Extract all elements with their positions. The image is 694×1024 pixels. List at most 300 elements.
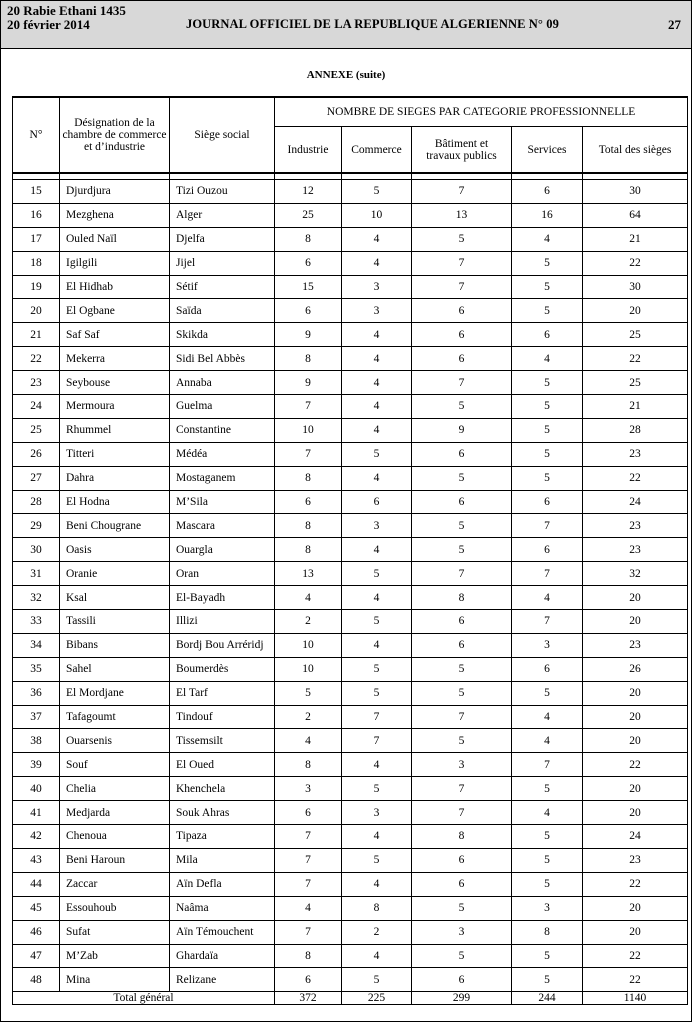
industrie-seats: 10 — [275, 418, 342, 442]
chamber-name: Chelia — [60, 777, 170, 801]
row-number: 23 — [13, 371, 60, 395]
siege-social: Annaba — [170, 371, 275, 395]
row-number: 38 — [13, 729, 60, 753]
commerce-seats: 3 — [342, 299, 412, 323]
commerce-seats: 7 — [342, 705, 412, 729]
batiment-seats: 6 — [412, 848, 512, 872]
total-seats: 25 — [583, 371, 688, 395]
batiment-seats: 5 — [412, 466, 512, 490]
commerce-seats: 3 — [342, 801, 412, 825]
batiment-seats: 6 — [412, 968, 512, 992]
total-seats: 24 — [583, 490, 688, 514]
annex-title: ANNEXE (suite) — [306, 69, 386, 81]
row-number: 16 — [13, 203, 60, 227]
chamber-name: Mekerra — [60, 347, 170, 371]
total-seats: 20 — [583, 705, 688, 729]
table-row — [13, 514, 688, 538]
services-seats: 6 — [512, 323, 583, 347]
page-header — [1, 1, 691, 49]
chamber-name: Saf Saf — [60, 323, 170, 347]
row-number: 31 — [13, 562, 60, 586]
row-number: 40 — [13, 777, 60, 801]
siege-social: Tipaza — [170, 825, 275, 849]
industrie-seats: 8 — [275, 347, 342, 371]
services-seats: 6 — [512, 538, 583, 562]
batiment-seats: 7 — [412, 275, 512, 299]
table-row — [13, 180, 688, 204]
chamber-name: Essouhoub — [60, 896, 170, 920]
services-seats: 6 — [512, 490, 583, 514]
total-label: Total général — [13, 992, 275, 1005]
row-number: 29 — [13, 514, 60, 538]
table-row — [13, 610, 688, 634]
row-number: 48 — [13, 968, 60, 992]
industrie-seats: 6 — [275, 490, 342, 514]
commerce-seats: 2 — [342, 920, 412, 944]
services-seats: 16 — [512, 203, 583, 227]
table-row — [13, 753, 688, 777]
commerce-seats: 5 — [342, 657, 412, 681]
table-row — [13, 227, 688, 251]
table-row — [13, 203, 688, 227]
table-row — [13, 275, 688, 299]
commerce-seats: 4 — [342, 371, 412, 395]
industrie-seats: 8 — [275, 466, 342, 490]
journal-title: JOURNAL OFFICIEL DE LA REPUBLIQUE ALGERIENNE N° 09 — [186, 17, 559, 31]
chamber-name: El Hidhab — [60, 275, 170, 299]
batiment-seats: 13 — [412, 203, 512, 227]
siege-social: El-Bayadh — [170, 586, 275, 610]
siege-social: Mostaganem — [170, 466, 275, 490]
total-seats: 22 — [583, 872, 688, 896]
row-number: 17 — [13, 227, 60, 251]
services-seats: 4 — [512, 227, 583, 251]
total-seats: 64 — [583, 203, 688, 227]
total-seats: 20 — [583, 777, 688, 801]
chamber-name: Sahel — [60, 657, 170, 681]
col-header-services: Services — [512, 127, 583, 174]
siege-social: Mila — [170, 848, 275, 872]
row-number: 35 — [13, 657, 60, 681]
commerce-seats: 5 — [342, 562, 412, 586]
commerce-seats: 4 — [342, 466, 412, 490]
commerce-seats: 5 — [342, 681, 412, 705]
row-number: 26 — [13, 442, 60, 466]
batiment-seats: 5 — [412, 227, 512, 251]
col-header-number: N° — [13, 97, 60, 173]
col-header-commerce: Commerce — [342, 127, 412, 174]
total-sieges: 1140 — [583, 992, 688, 1005]
industrie-seats: 4 — [275, 729, 342, 753]
col-header-industrie: Industrie — [275, 127, 342, 174]
batiment-seats: 6 — [412, 299, 512, 323]
services-seats: 5 — [512, 395, 583, 419]
batiment-seats: 5 — [412, 729, 512, 753]
table-row — [13, 299, 688, 323]
services-seats: 4 — [512, 801, 583, 825]
batiment-seats: 6 — [412, 490, 512, 514]
services-seats: 8 — [512, 920, 583, 944]
industrie-seats: 7 — [275, 848, 342, 872]
chamber-name: Tassili — [60, 610, 170, 634]
total-seats: 23 — [583, 538, 688, 562]
row-number: 15 — [13, 180, 60, 204]
services-seats: 7 — [512, 610, 583, 634]
row-number: 36 — [13, 681, 60, 705]
table-row — [13, 801, 688, 825]
total-seats: 22 — [583, 753, 688, 777]
industrie-seats: 15 — [275, 275, 342, 299]
table-row — [13, 442, 688, 466]
date-hijri: 20 Rabie Ethani 1435 — [7, 3, 126, 18]
siege-social: Aïn Defla — [170, 872, 275, 896]
services-seats: 5 — [512, 777, 583, 801]
total-seats: 20 — [583, 729, 688, 753]
industrie-seats: 3 — [275, 777, 342, 801]
services-seats: 5 — [512, 681, 583, 705]
row-number: 20 — [13, 299, 60, 323]
row-number: 34 — [13, 633, 60, 657]
chamber-name: Dahra — [60, 466, 170, 490]
chamber-name: El Mordjane — [60, 681, 170, 705]
siege-social: Boumerdès — [170, 657, 275, 681]
services-seats: 5 — [512, 968, 583, 992]
services-seats: 6 — [512, 657, 583, 681]
siege-social: Tizi Ouzou — [170, 180, 275, 204]
row-number: 27 — [13, 466, 60, 490]
commerce-seats: 3 — [342, 275, 412, 299]
table-row — [13, 968, 688, 992]
col-header-siege: Siège social — [170, 97, 275, 173]
commerce-seats: 10 — [342, 203, 412, 227]
industrie-seats: 9 — [275, 371, 342, 395]
total-seats: 24 — [583, 825, 688, 849]
total-seats: 22 — [583, 466, 688, 490]
services-seats: 5 — [512, 466, 583, 490]
batiment-seats: 5 — [412, 657, 512, 681]
industrie-seats: 8 — [275, 538, 342, 562]
table-row — [13, 538, 688, 562]
table-row — [13, 777, 688, 801]
batiment-seats: 5 — [412, 944, 512, 968]
batiment-seats: 7 — [412, 705, 512, 729]
table-row — [13, 872, 688, 896]
commerce-seats: 5 — [342, 180, 412, 204]
services-seats: 5 — [512, 825, 583, 849]
siege-social: Tissemsilt — [170, 729, 275, 753]
table-row — [13, 681, 688, 705]
siege-social: Saïda — [170, 299, 275, 323]
siege-social: Naâma — [170, 896, 275, 920]
batiment-seats: 6 — [412, 323, 512, 347]
commerce-seats: 4 — [342, 872, 412, 896]
siege-social: Ghardaïa — [170, 944, 275, 968]
total-seats: 32 — [583, 562, 688, 586]
row-number: 45 — [13, 896, 60, 920]
total-seats: 23 — [583, 848, 688, 872]
total-row — [13, 992, 688, 1005]
services-seats: 5 — [512, 418, 583, 442]
batiment-seats: 7 — [412, 371, 512, 395]
total-industrie: 372 — [275, 992, 342, 1005]
chamber-name: Ouled Naïl — [60, 227, 170, 251]
industrie-seats: 8 — [275, 227, 342, 251]
batiment-seats: 6 — [412, 347, 512, 371]
siege-social: Jijel — [170, 251, 275, 275]
date-gregorian: 20 février 2014 — [7, 17, 90, 32]
industrie-seats: 7 — [275, 920, 342, 944]
batiment-seats: 8 — [412, 825, 512, 849]
industrie-seats: 10 — [275, 657, 342, 681]
total-seats: 20 — [583, 801, 688, 825]
total-seats: 22 — [583, 347, 688, 371]
table-row — [13, 347, 688, 371]
row-number: 28 — [13, 490, 60, 514]
total-seats: 21 — [583, 227, 688, 251]
batiment-seats: 6 — [412, 872, 512, 896]
commerce-seats: 4 — [342, 586, 412, 610]
row-number: 44 — [13, 872, 60, 896]
chamber-name: Mermoura — [60, 395, 170, 419]
industrie-seats: 8 — [275, 514, 342, 538]
services-seats: 5 — [512, 944, 583, 968]
batiment-seats: 5 — [412, 896, 512, 920]
commerce-seats: 4 — [342, 347, 412, 371]
industrie-seats: 10 — [275, 633, 342, 657]
batiment-seats: 9 — [412, 418, 512, 442]
industrie-seats: 8 — [275, 944, 342, 968]
total-seats: 20 — [583, 920, 688, 944]
commerce-seats: 4 — [342, 418, 412, 442]
table-row — [13, 920, 688, 944]
siege-social: Bordj Bou Arréridj — [170, 633, 275, 657]
page-number: 27 — [668, 17, 681, 32]
row-number: 47 — [13, 944, 60, 968]
services-seats: 3 — [512, 896, 583, 920]
industrie-seats: 7 — [275, 442, 342, 466]
total-services: 244 — [512, 992, 583, 1005]
table-row — [13, 944, 688, 968]
table-row — [13, 418, 688, 442]
col-header-designation: Désignation de la chambre de commerce et d’industrie — [60, 97, 170, 173]
seats-table — [12, 96, 688, 1005]
industrie-seats: 7 — [275, 825, 342, 849]
industrie-seats: 2 — [275, 610, 342, 634]
services-seats: 7 — [512, 753, 583, 777]
table-row — [13, 586, 688, 610]
chamber-name: Seybouse — [60, 371, 170, 395]
table-row — [13, 896, 688, 920]
total-seats: 22 — [583, 251, 688, 275]
siege-social: Relizane — [170, 968, 275, 992]
commerce-seats: 4 — [342, 753, 412, 777]
table-row — [13, 848, 688, 872]
batiment-seats: 7 — [412, 562, 512, 586]
batiment-seats: 5 — [412, 681, 512, 705]
row-number: 37 — [13, 705, 60, 729]
services-seats: 5 — [512, 442, 583, 466]
row-number: 46 — [13, 920, 60, 944]
total-seats: 21 — [583, 395, 688, 419]
total-seats: 22 — [583, 968, 688, 992]
row-number: 43 — [13, 848, 60, 872]
batiment-seats: 5 — [412, 514, 512, 538]
commerce-seats: 8 — [342, 896, 412, 920]
table-row — [13, 657, 688, 681]
table-body — [13, 173, 688, 992]
commerce-seats: 5 — [342, 610, 412, 634]
siege-social: Sétif — [170, 275, 275, 299]
batiment-seats: 7 — [412, 180, 512, 204]
row-number: 19 — [13, 275, 60, 299]
siege-social: Tindouf — [170, 705, 275, 729]
siege-social: Khenchela — [170, 777, 275, 801]
siege-social: Djelfa — [170, 227, 275, 251]
table-row — [13, 490, 688, 514]
industrie-seats: 6 — [275, 801, 342, 825]
chamber-name: Tafagoumt — [60, 705, 170, 729]
siege-social: Mascara — [170, 514, 275, 538]
table-row — [13, 466, 688, 490]
chamber-name: Igilgili — [60, 251, 170, 275]
row-number: 22 — [13, 347, 60, 371]
table-row — [13, 825, 688, 849]
services-seats: 5 — [512, 848, 583, 872]
row-number: 42 — [13, 825, 60, 849]
chamber-name: Mezghena — [60, 203, 170, 227]
industrie-seats: 6 — [275, 251, 342, 275]
total-seats: 23 — [583, 633, 688, 657]
batiment-seats: 5 — [412, 538, 512, 562]
chamber-name: Beni Haroun — [60, 848, 170, 872]
table-row — [13, 251, 688, 275]
col-header-batiment: Bâtiment et travaux publics — [412, 127, 512, 174]
batiment-seats: 6 — [412, 610, 512, 634]
siege-social: Aïn Témouchent — [170, 920, 275, 944]
commerce-seats: 4 — [342, 825, 412, 849]
table-row — [13, 729, 688, 753]
services-seats: 4 — [512, 347, 583, 371]
commerce-seats: 4 — [342, 395, 412, 419]
services-seats: 5 — [512, 371, 583, 395]
services-seats: 6 — [512, 180, 583, 204]
batiment-seats: 8 — [412, 586, 512, 610]
services-seats: 5 — [512, 275, 583, 299]
batiment-seats: 3 — [412, 753, 512, 777]
row-number: 41 — [13, 801, 60, 825]
commerce-seats: 4 — [342, 538, 412, 562]
total-seats: 28 — [583, 418, 688, 442]
siege-social: Médéa — [170, 442, 275, 466]
industrie-seats: 12 — [275, 180, 342, 204]
services-seats: 5 — [512, 251, 583, 275]
batiment-seats: 6 — [412, 442, 512, 466]
commerce-seats: 4 — [342, 633, 412, 657]
siege-social: Guelma — [170, 395, 275, 419]
chamber-name: Beni Chougrane — [60, 514, 170, 538]
siege-social: Ouargla — [170, 538, 275, 562]
total-seats: 30 — [583, 180, 688, 204]
chamber-name: Djurdjura — [60, 180, 170, 204]
industrie-seats: 2 — [275, 705, 342, 729]
chamber-name: Medjarda — [60, 801, 170, 825]
row-number: 25 — [13, 418, 60, 442]
row-number: 39 — [13, 753, 60, 777]
total-seats: 30 — [583, 275, 688, 299]
services-seats: 7 — [512, 562, 583, 586]
chamber-name: Ksal — [60, 586, 170, 610]
commerce-seats: 4 — [342, 323, 412, 347]
siege-social: Souk Ahras — [170, 801, 275, 825]
chamber-name: Rhummel — [60, 418, 170, 442]
industrie-seats: 7 — [275, 395, 342, 419]
batiment-seats: 7 — [412, 251, 512, 275]
chamber-name: Sufat — [60, 920, 170, 944]
siege-social: Oran — [170, 562, 275, 586]
total-seats: 23 — [583, 442, 688, 466]
chamber-name: Souf — [60, 753, 170, 777]
commerce-seats: 6 — [342, 490, 412, 514]
chamber-name: Mina — [60, 968, 170, 992]
chamber-name: Titteri — [60, 442, 170, 466]
header-dates — [7, 4, 126, 32]
batiment-seats: 6 — [412, 633, 512, 657]
siege-social: Constantine — [170, 418, 275, 442]
chamber-name: Bibans — [60, 633, 170, 657]
industrie-seats: 6 — [275, 968, 342, 992]
industrie-seats: 8 — [275, 753, 342, 777]
siege-social: M’Sila — [170, 490, 275, 514]
commerce-seats: 3 — [342, 514, 412, 538]
total-seats: 20 — [583, 896, 688, 920]
industrie-seats: 7 — [275, 872, 342, 896]
chamber-name: Chenoua — [60, 825, 170, 849]
services-seats: 5 — [512, 299, 583, 323]
services-seats: 3 — [512, 633, 583, 657]
commerce-seats: 5 — [342, 777, 412, 801]
commerce-seats: 5 — [342, 848, 412, 872]
commerce-seats: 4 — [342, 251, 412, 275]
row-number: 33 — [13, 610, 60, 634]
total-seats: 20 — [583, 610, 688, 634]
row-number: 18 — [13, 251, 60, 275]
chamber-name: Oasis — [60, 538, 170, 562]
chamber-name: Ouarsenis — [60, 729, 170, 753]
services-seats: 4 — [512, 729, 583, 753]
total-commerce: 225 — [342, 992, 412, 1005]
total-seats: 23 — [583, 514, 688, 538]
table-row — [13, 395, 688, 419]
col-header-total: Total des sièges — [583, 127, 688, 174]
chamber-name: El Ogbane — [60, 299, 170, 323]
siege-social: El Tarf — [170, 681, 275, 705]
row-number: 24 — [13, 395, 60, 419]
siege-social: El Oued — [170, 753, 275, 777]
siege-social: Alger — [170, 203, 275, 227]
table-row — [13, 705, 688, 729]
commerce-seats: 4 — [342, 227, 412, 251]
industrie-seats: 4 — [275, 896, 342, 920]
chamber-name: M’Zab — [60, 944, 170, 968]
industrie-seats: 4 — [275, 586, 342, 610]
services-seats: 5 — [512, 872, 583, 896]
total-seats: 26 — [583, 657, 688, 681]
chamber-name: El Hodna — [60, 490, 170, 514]
industrie-seats: 9 — [275, 323, 342, 347]
chamber-name: Oranie — [60, 562, 170, 586]
total-batiment: 299 — [412, 992, 512, 1005]
batiment-seats: 7 — [412, 777, 512, 801]
